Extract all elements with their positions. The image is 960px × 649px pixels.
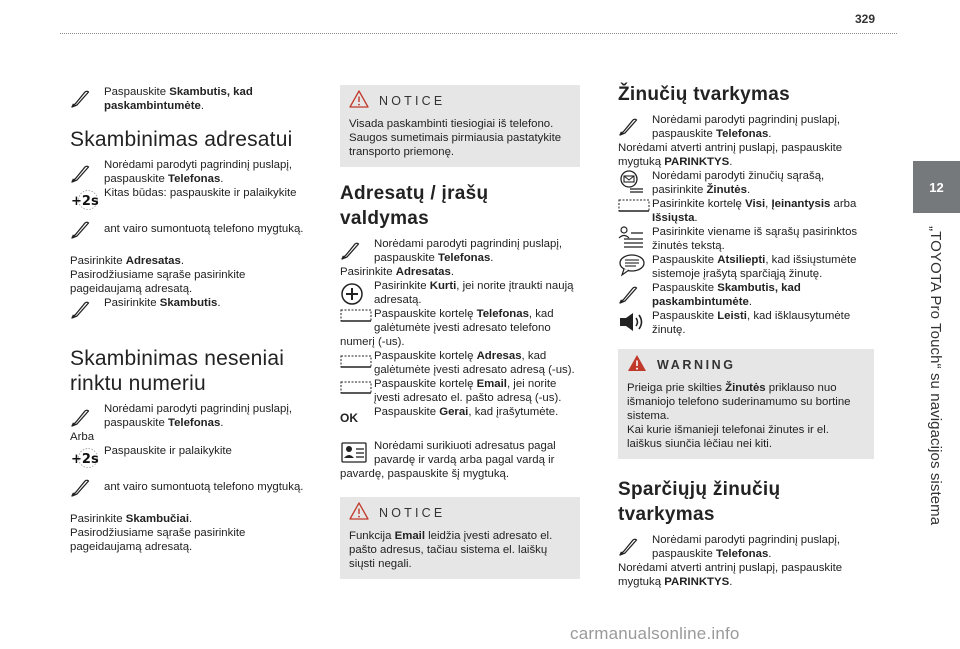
section-heading: Adresatų / įrašų valdymas — [340, 183, 489, 229]
instruction-text: ant vairo sumontuotą telefono mygtuką. — [104, 481, 304, 493]
messages-icon — [618, 169, 652, 195]
pen-icon — [618, 113, 652, 137]
warning-box — [618, 349, 874, 459]
warning-header — [627, 349, 865, 381]
instruction-text: Pasirinkite Skambutis. — [104, 297, 221, 309]
quick-reply-icon — [618, 253, 652, 277]
pen-icon — [70, 474, 104, 498]
body-text: Pasirinkite Adresatas. — [340, 266, 454, 278]
body-text: Pasirinkite Adresatas. — [70, 255, 184, 267]
instruction-text: Norėdami surikiuoti adresatus pagal pavardę ir vardą arba pagal vardą ir — [374, 440, 556, 466]
section-heading: Sparčiųjų žinučių tvarkymas — [618, 479, 781, 525]
warning-triangle-icon — [627, 353, 647, 377]
instruction-row — [618, 113, 874, 141]
instruction-row — [618, 281, 874, 309]
input-field-icon — [618, 197, 652, 215]
instruction-text: Pasirinkite kortelę Visi, Įeinantysis arba Išsiųsta. — [652, 198, 857, 224]
body-text: pavardę, paspauskite šį mygtuką. — [340, 468, 510, 480]
instruction-row — [340, 279, 580, 307]
instruction-row — [70, 296, 315, 320]
instruction-text: Norėdami parodyti pagrindinį puslapį, paspauskite Telefonas. — [652, 114, 841, 140]
instruction-text: Paspauskite Skambutis, kad paskambintumėte. — [652, 282, 801, 308]
instruction-text: Paspauskite Leisti, kad išklausytumėte žinutę. — [652, 310, 851, 336]
warning-text: Kai kurie išmanieji telefonai žinutes ir el. laiškus siunčia lėčiau nei kiti. — [627, 424, 829, 450]
instruction-text: Norėdami parodyti žinučių sąrašą, pasirinkite Žinutės. — [652, 170, 825, 196]
instruction-text: Pasirinkite viename iš sąrašų pasirinktos žinutės tekstą. — [652, 226, 858, 252]
instruction-row — [340, 405, 580, 425]
notice-header — [349, 497, 571, 529]
notice-label: NOTICE — [379, 94, 446, 108]
body-text: Pasirodžiusiame sąraše pasirinkite pageidaujamą adresatą. — [70, 269, 246, 295]
body-text: Arba — [70, 431, 95, 443]
instruction-row — [70, 158, 315, 186]
column-1 — [70, 85, 315, 554]
instruction-text: Paspauskite kortelę Telefonas, kad galėtumėte įvesti adresato telefono — [374, 308, 554, 334]
input-field-icon — [340, 377, 374, 397]
plus-2s-icon — [70, 444, 104, 470]
instruction-row — [70, 85, 315, 113]
instruction-row — [340, 307, 580, 335]
input-field-icon — [340, 349, 374, 371]
add-circle-icon — [340, 279, 374, 306]
instruction-text: Paspauskite Gerai, kad įrašytumėte. — [374, 406, 559, 418]
pen-icon — [70, 85, 104, 109]
chapter-tab — [913, 0, 960, 649]
instruction-row — [340, 439, 580, 467]
body-text: Norėdami atverti antrinį puslapį, paspauskite mygtuką PARINKTYS. — [618, 142, 843, 168]
section-heading: Skambinimas adresatui — [70, 128, 293, 151]
input-field-icon — [340, 307, 374, 325]
instruction-row — [70, 216, 315, 240]
instruction-text: Norėdami parodyti pagrindinį puslapį, paspauskite Telefonas. — [104, 403, 293, 429]
instruction-text: Norėdami parodyti pagrindinį puslapį, paspauskite Telefonas. — [374, 238, 563, 264]
instruction-row — [618, 197, 874, 225]
instruction-row — [618, 309, 874, 337]
instruction-row — [70, 444, 315, 470]
instruction-text: Kitas būdas: paspauskite ir palaikykite — [104, 187, 297, 199]
notice-box — [340, 85, 580, 167]
pen-icon — [70, 158, 104, 184]
instruction-row — [618, 169, 874, 197]
speaker-icon — [618, 309, 652, 333]
sort-contacts-icon — [340, 439, 374, 465]
body-text: numerį (-us). — [340, 336, 405, 348]
instruction-text: Paspauskite Skambutis, kad paskambintumėte. — [104, 86, 253, 112]
instruction-text: Paspauskite ir palaikykite — [104, 445, 232, 457]
instruction-row — [340, 349, 580, 377]
pen-icon — [70, 216, 104, 240]
pen-icon — [618, 533, 652, 557]
column-3 — [618, 82, 874, 589]
notice-text: Visada paskambinti tiesiogiai iš telefono. Saugos sumetimais pirmiausia pastatykite transporto priemonę. — [349, 118, 562, 158]
notice-label: NOTICE — [379, 506, 446, 520]
section-heading: Žinučių tvarkymas — [618, 84, 790, 105]
instruction-row — [70, 402, 315, 430]
instruction-row — [70, 186, 315, 212]
instruction-row — [340, 237, 580, 265]
instruction-row — [618, 225, 874, 253]
message-list-icon — [618, 225, 652, 251]
instruction-text: Paspauskite kortelę Email, jei norite įvesti adresato el. pašto adresą (-us). — [374, 378, 562, 404]
instruction-text: Norėdami parodyti pagrindinį puslapį, paspauskite Telefonas. — [104, 159, 293, 185]
pen-icon — [340, 237, 374, 261]
instruction-row — [70, 474, 315, 498]
notice-header — [349, 85, 571, 117]
instruction-row — [340, 377, 580, 405]
watermark: carmanualsonline.info — [570, 624, 740, 643]
instruction-text: Paspauskite kortelę Adresas, kad galėtumėte įvesti adresato adresą (-us). — [374, 350, 575, 376]
warning-label: WARNING — [657, 358, 736, 372]
notice-triangle-icon — [349, 501, 369, 525]
pen-icon — [70, 296, 104, 320]
header-rule — [60, 33, 897, 34]
instruction-row — [618, 533, 874, 561]
body-text: Norėdami atverti antrinį puslapį, paspauskite mygtuką PARINKTYS. — [618, 562, 843, 588]
instruction-text: Paspauskite Atsiliepti, kad išsiųstumėte sistemoje įrašytą sparčiąją žinutę. — [652, 254, 857, 280]
instruction-text: ant vairo sumontuotą telefono mygtuką. — [104, 223, 304, 235]
instruction-row — [618, 253, 874, 281]
plus-2s-icon — [70, 186, 104, 212]
pen-icon — [70, 402, 104, 428]
page-number: 329 — [855, 12, 876, 26]
chapter-number[interactable]: 12 — [913, 161, 960, 213]
instruction-text: Pasirinkite Kurti, jei norite įtraukti naują adresatą. — [374, 280, 574, 306]
notice-box — [340, 497, 580, 579]
warning-text: Prieiga prie skilties Žinutės priklauso nuo išmaniojo telefono suderinamumo su bortine sistema. — [627, 382, 851, 422]
column-2 — [340, 85, 580, 579]
section-heading: Skambinimas neseniai rinktu numeriu — [70, 347, 285, 395]
pen-icon — [618, 281, 652, 305]
chapter-title: „TOYOTA Pro Touch“ su navigacijos sistema — [927, 226, 944, 526]
ok-icon: OK — [340, 411, 358, 425]
instruction-text: Norėdami parodyti pagrindinį puslapį, paspauskite Telefonas. — [652, 534, 841, 560]
notice-triangle-icon — [349, 89, 369, 113]
body-text: Pasirodžiusiame sąraše pasirinkite pageidaujamą adresatą. — [70, 527, 246, 553]
notice-text: Funkcija Email leidžia įvesti adresato el. pašto adresus, tačiau sistema el. laiškų siųsti negali. — [349, 530, 553, 570]
body-text: Pasirinkite Skambučiai. — [70, 513, 193, 525]
